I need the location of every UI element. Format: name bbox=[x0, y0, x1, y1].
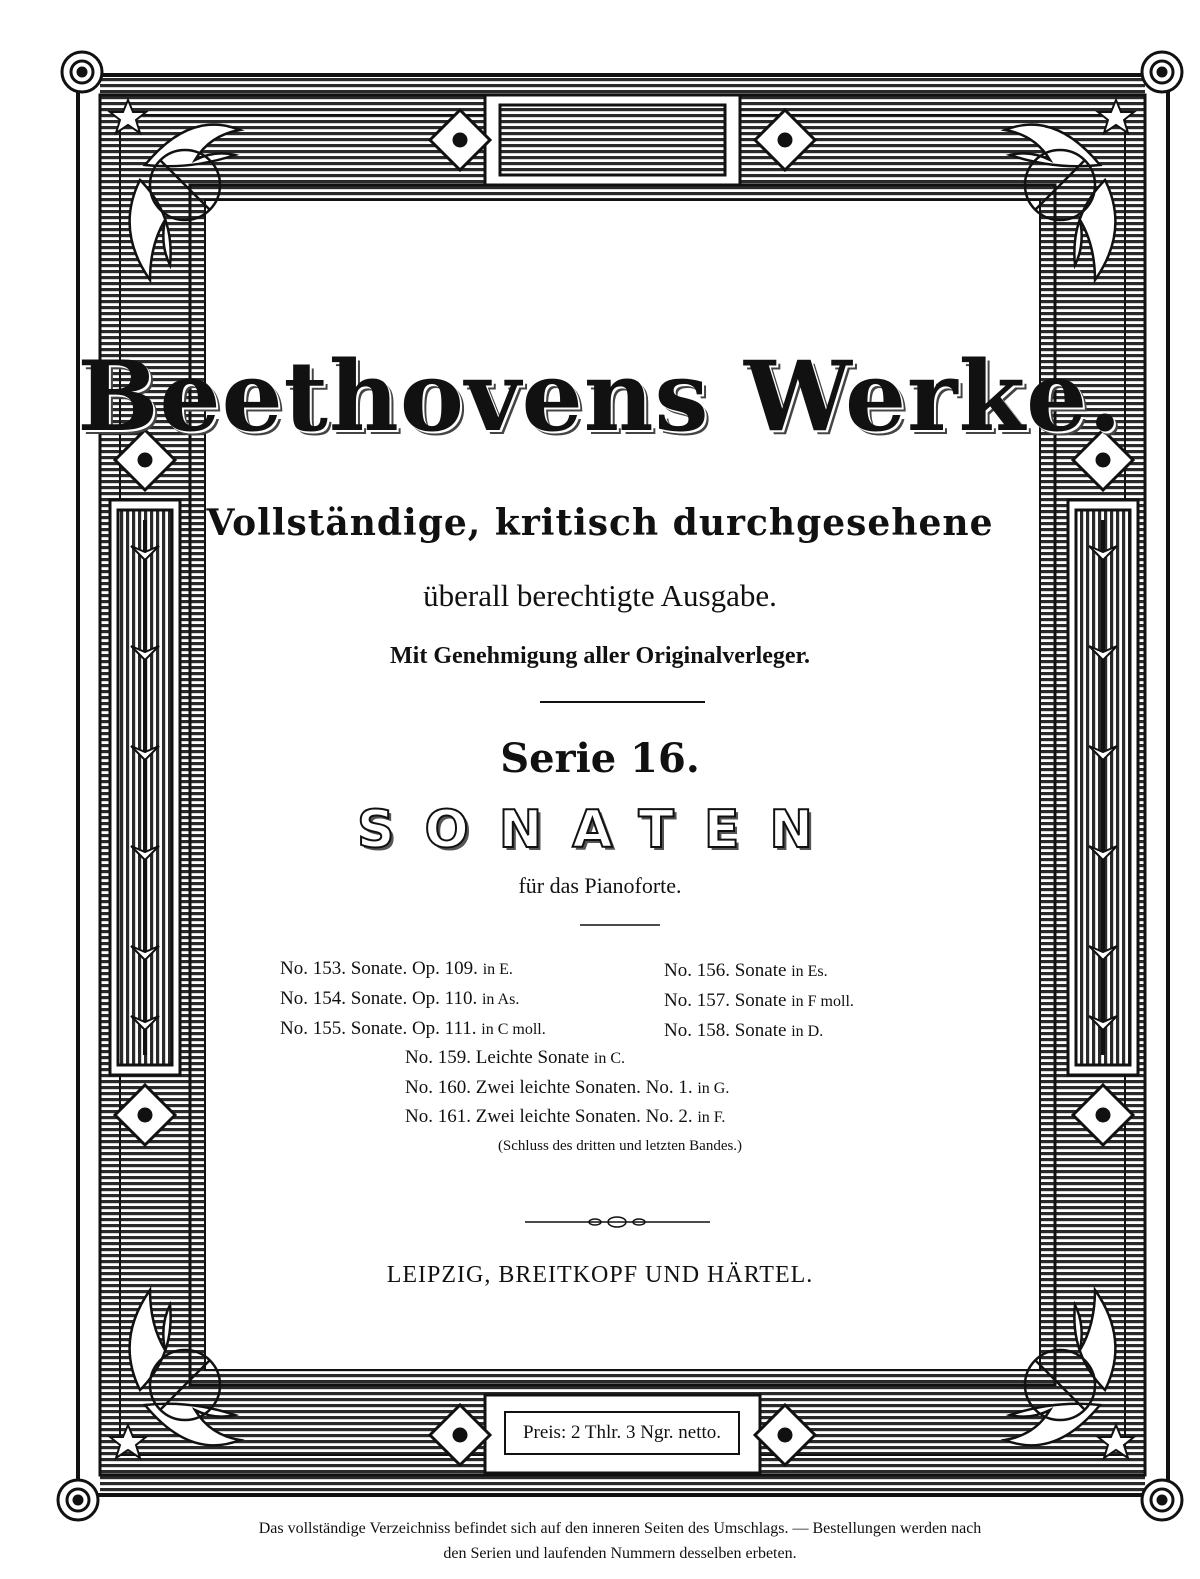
corner-scroll-bl bbox=[58, 1480, 98, 1520]
list-item: No. 158. Sonate in D. bbox=[664, 1020, 824, 1041]
footer-note-line1: Das vollständige Verzeichniss befindet sich auf den inneren Seiten des Umschlags. — Bestellungen werden nach bbox=[258, 1520, 982, 1537]
subtitle-edition: Vollständige, kritisch durchgesehene bbox=[206, 502, 994, 544]
subtitle-permission: Mit Genehmigung aller Originalverleger. bbox=[390, 643, 810, 669]
list-item: No. 155. Sonate. Op. 111. in C moll. bbox=[280, 1018, 546, 1039]
list-item: No. 154. Sonate. Op. 110. in As. bbox=[280, 988, 520, 1009]
corner-scroll-br bbox=[1142, 1480, 1182, 1520]
instrument-line: für das Pianoforte. bbox=[518, 873, 682, 898]
volume-note: (Schluss des dritten und letzten Bandes.) bbox=[497, 1138, 743, 1154]
price-box bbox=[504, 1411, 740, 1455]
list-item: No. 160. Zwei leichte Sonaten. No. 1. in G. bbox=[405, 1077, 730, 1098]
leaf-motifs bbox=[131, 546, 1117, 1030]
list-item: No. 157. Sonate in F moll. bbox=[664, 990, 854, 1011]
list-item: No. 153. Sonate. Op. 109. in E. bbox=[280, 958, 513, 979]
corner-scroll-tr bbox=[1142, 52, 1182, 92]
price-text: Preis: 2 Thlr. 3 Ngr. netto. bbox=[522, 1422, 722, 1443]
list-item: No. 156. Sonate in Es. bbox=[664, 960, 828, 981]
main-title: Beethovens Werke. bbox=[77, 340, 1123, 453]
list-item: No. 159. Leichte Sonate in C. bbox=[405, 1047, 626, 1068]
publisher-line: LEIPZIG, BREITKOPF UND HÄRTEL. bbox=[386, 1262, 814, 1288]
footer-note-line2: den Serien und laufenden Nummern desselben erbeten. bbox=[443, 1545, 797, 1562]
flourish-divider bbox=[525, 1217, 710, 1227]
genre-heading: SONATEN bbox=[357, 800, 843, 860]
subtitle-authorized: überall berechtigte Ausgabe. bbox=[423, 578, 777, 613]
list-item: No. 161. Zwei leichte Sonaten. No. 2. in F. bbox=[405, 1106, 726, 1127]
series-number: Serie 16. bbox=[500, 735, 700, 782]
corner-scroll-tl bbox=[62, 52, 102, 92]
